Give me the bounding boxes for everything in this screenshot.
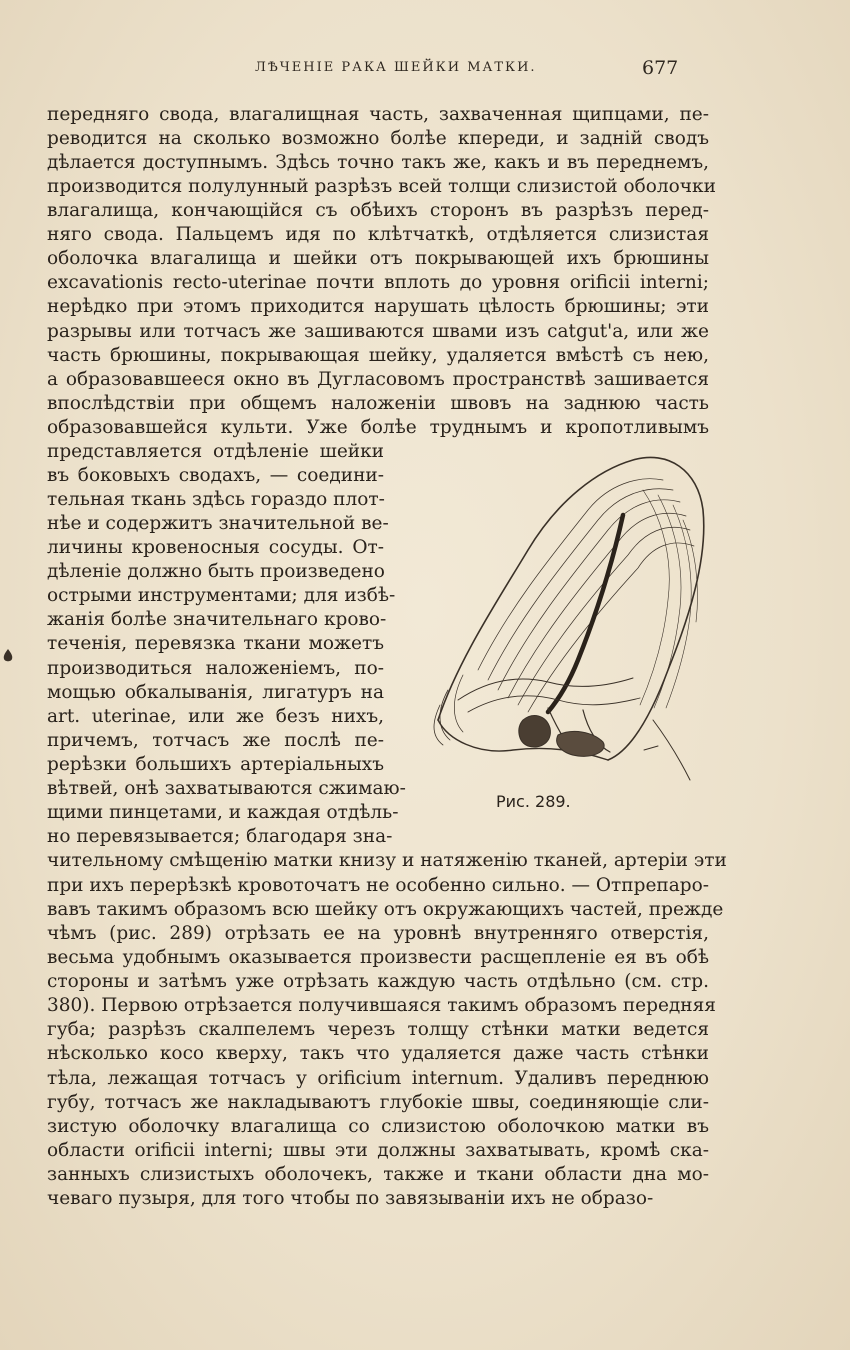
text-line: тельная ткань здѣсь гораздо плот- [47,489,385,510]
text-line: зистую оболочку влагалища со слизистою оболочкою матки въ [47,1116,709,1137]
text-line: образовавшейся культи. Уже болѣе труднымъ и кропотливымъ [47,417,709,438]
text-line: при ихъ перерѣзкѣ кровоточатъ не особенно сильно. — Отпрепаро- [47,875,709,896]
text-line: губу, тотчасъ же накладываютъ глубокіе швы, соединяющіе сли- [47,1092,709,1113]
text-line: производиться наложеніемъ, по- [47,658,384,679]
text-line: вѣтвей, онѣ захватываются сжимаю- [47,778,406,799]
text-line: занныхъ слизистыхъ оболочекъ, также и ткани области дна мо- [47,1164,709,1185]
text-line: чительному смѣщенію матки книзу и натяженію тканей, артеріи эти [47,850,727,871]
text-line: нѣсколько косо кверху, такъ что удаляется даже часть стѣнки [47,1043,709,1064]
anatomical-illustration [418,450,718,790]
text-line: въ боковыхъ сводахъ, — соедини- [47,465,384,486]
text-line: мощью обкалыванія, лигатуръ на [47,682,384,703]
text-line: производится полулунный разрѣзъ всей толщи слизистой оболочки [47,176,716,197]
text-line: реводится на сколько возможно болѣе кпереди, и задній сводъ [47,128,709,149]
text-line: вавъ такимъ образомъ всю шейку отъ окружающихъ частей, прежде [47,899,724,920]
text-line: представляется отдѣленіе шейки [47,441,384,462]
text-line: теченія, перевязка ткани можетъ [47,633,384,654]
text-line: тѣла, лежащая тотчасъ у orificium internum. Удаливъ переднюю [47,1068,709,1089]
text-line: чѣмъ (рис. 289) отрѣзать ее на уровнѣ внутренняго отверстія, [47,923,709,944]
text-line: рерѣзки большихъ артеріальныхъ [47,754,384,775]
text-line: часть брюшины, покрывающая шейку, удаляется вмѣстѣ съ нею, [47,345,709,366]
text-line: стороны и затѣмъ уже отрѣзать каждую часть отдѣльно (см. стр. [47,971,709,992]
text-line: области orificii interni; швы эти должны захватывать, кромѣ ска- [47,1140,709,1161]
text-line: няго свода. Пальцемъ идя по клѣтчаткѣ, отдѣляется слизистая [47,224,709,245]
ink-blot [2,648,14,664]
text-line: дѣленіе должно быть произведено [47,561,385,582]
text-line: art. uterinae, или же безъ нихъ, [47,706,384,727]
text-line: личины кровеносныя сосуды. От- [47,537,384,558]
text-line: а образовавшееся окно въ Дугласовомъ пространствѣ зашивается [47,369,709,390]
text-line: разрывы или тотчасъ же зашиваются швами изъ catgut'а, или же [47,321,709,342]
text-line: дѣлается доступнымъ. Здѣсь точно такъ же, какъ и въ переднемъ, [47,152,709,173]
text-line: оболочка влагалища и шейки отъ покрывающей ихъ брюшины [47,248,709,269]
running-head: ЛѢЧЕНІЕ РАКА ШЕЙКИ МАТКИ. [255,60,537,75]
text-line: впослѣдствіи при общемъ наложеніи швовъ на заднюю часть [47,393,709,414]
text-line: чеваго пузыря, для того чтобы по завязываніи ихъ не образо- [47,1188,654,1209]
text-line: влагалища, кончающійся съ обѣихъ сторонъ въ разрѣзъ перед- [47,200,709,221]
text-line: причемъ, тотчасъ же послѣ пе- [47,730,384,751]
text-line: excavationis recto-uterinae почти вплоть до уровня orificii interni; [47,272,709,293]
text-line: 380). Первою отрѣзается получившаяся такимъ образомъ передняя [47,995,716,1016]
text-line: нерѣдко при этомъ приходится нарушать цѣлость брюшины; эти [47,296,709,317]
text-line: весьма удобнымъ оказывается произвести расщепленіе ея въ обѣ [47,947,709,968]
text-line: нѣе и содержитъ значительной ве- [47,513,389,534]
figure-caption: Рис. 289. [496,792,571,811]
text-line: но перевязывается; благодаря зна- [47,826,393,847]
text-line: передняго свода, влагалищная часть, захваченная щипцами, пе- [47,104,709,125]
text-line: острыми инструментами; для избѣ- [47,585,396,606]
page-number: 677 [642,57,679,79]
text-line: губа; разрѣзъ скалпелемъ черезъ толщу стѣнки матки ведется [47,1019,709,1040]
text-line: щими пинцетами, и каждая отдѣль- [47,802,399,823]
text-line: жанія болѣе значительнаго крово- [47,609,387,630]
